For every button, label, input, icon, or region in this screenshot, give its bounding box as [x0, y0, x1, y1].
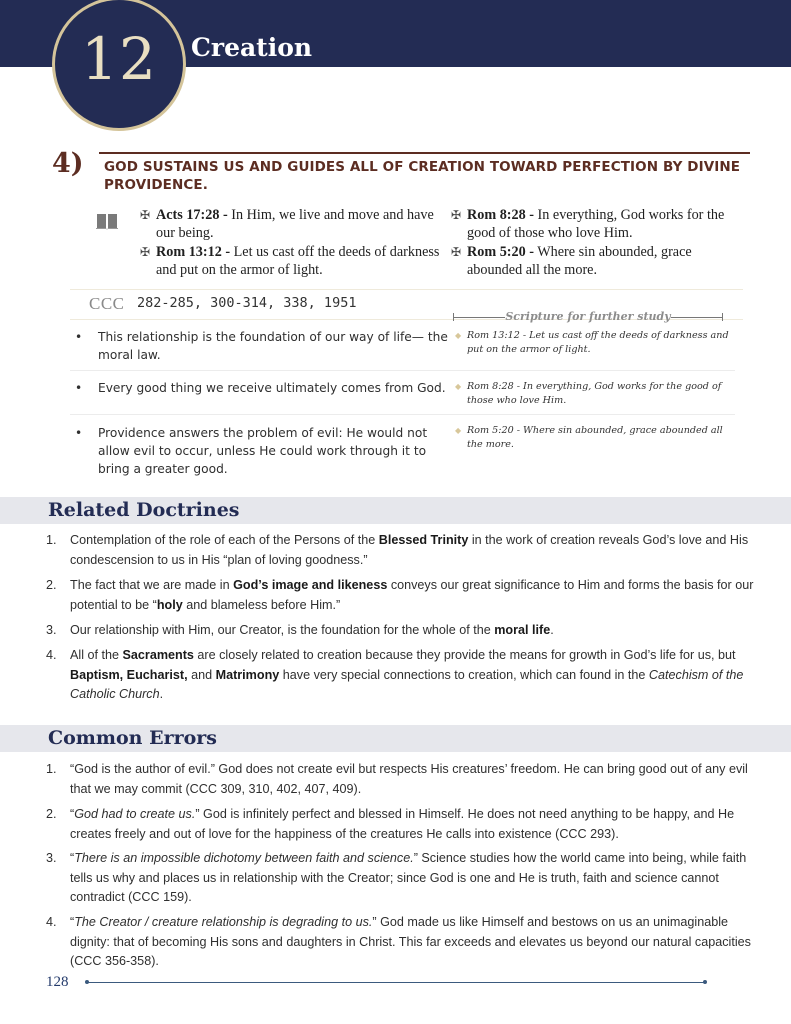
related-doctrines-band	[0, 497, 791, 524]
text-run: “	[70, 915, 75, 929]
scripture-further-study-header: Scripture for further study	[453, 309, 723, 325]
item-text	[70, 760, 760, 799]
verse-text: In everything, God works for the good of those who love Him.	[467, 207, 725, 241]
italic-text: There is an impossible dichotomy between faith and science.	[74, 851, 414, 865]
verse-ref: Rom 5:20 -	[467, 244, 534, 260]
open-book-icon	[96, 212, 118, 230]
italic-text: Catechism of the Catholic Church	[70, 667, 744, 702]
item-text	[70, 621, 760, 641]
text-run: ” Science studies how the world came into being, while faith tells us why and places us in relationship with the Creator; since God is one and He is truth, faith and science cannot contradict (CCC 159).	[70, 851, 747, 905]
item-number: 4.	[46, 915, 57, 929]
verse-ref: Rom 8:28 -	[467, 207, 534, 223]
ccc-label: CCC	[89, 294, 125, 313]
verse-text: Where sin abounded, grace abounded all the more.	[467, 244, 692, 278]
item-number: 3.	[46, 623, 57, 637]
item-text	[70, 531, 760, 570]
section-number: 4)	[52, 148, 84, 179]
bullet-icon: •	[75, 381, 83, 395]
verse-ref: Acts 17:28 -	[156, 207, 228, 223]
item-number: 1.	[46, 762, 57, 776]
text-run: The fact that we are made in	[70, 578, 234, 592]
common-errors-title: Common Errors	[48, 727, 217, 749]
italic-text: God had to create us.	[74, 807, 196, 821]
cross-icon: ✠	[140, 208, 151, 222]
text-run: ” God made us like Himself and bestows on us an unimaginable dignity: that of becoming His sons and daughters in Christ. This far exceeds and elevates us beyond our natural capacities (CCC 356-358).	[70, 915, 751, 969]
text-run: in the work of creation reveals God’s love and His condescension to us in His “plan of loving goodness.”	[70, 533, 749, 567]
diamond-bullet-icon: ◆	[455, 426, 462, 435]
footer-rule-end	[703, 980, 707, 984]
item-text	[70, 805, 760, 844]
section-heading: GOD SUSTAINS US AND GUIDES ALL OF CREATION TOWARD PERFECTION BY DIVINE PROVIDENCE.	[104, 159, 741, 193]
chapter-number: 12	[81, 25, 157, 93]
item-text	[70, 646, 760, 705]
divider	[70, 414, 460, 415]
text-run: Our relationship with Him, our Creator, is the foundation for the whole of the	[70, 623, 495, 637]
diamond-bullet-icon: ◆	[455, 331, 462, 340]
cross-icon: ✠	[451, 245, 462, 259]
item-text	[70, 913, 760, 972]
italic-text: The Creator / creature relationship is degrading to us.	[74, 915, 373, 929]
chapter-title: Creation	[191, 33, 313, 62]
text-run: are closely related to creation because they provide the means for growth in God’s life for us, but	[193, 648, 736, 662]
related-doctrines-title: Related Doctrines	[48, 499, 240, 521]
bullet-icon: •	[75, 330, 83, 344]
text-run: “	[70, 807, 75, 821]
text-run: ” God is infinitely perfect and blessed in Himself. He does not need anything to be happy, and He creates freely and out of love for the happiness of the creatures He calls into existence (CCC 293).	[70, 807, 735, 841]
page-number: 128	[46, 974, 69, 990]
verse-text: Let us cast off the deeds of darkness and put on the armor of light.	[156, 244, 440, 278]
cross-icon: ✠	[451, 208, 462, 222]
emphasis-text: Matrimony	[215, 667, 280, 682]
diamond-bullet-icon: ◆	[455, 382, 462, 391]
emphasis-text: Sacraments	[122, 648, 194, 662]
verse-text: In Him, we live and move and have our being.	[156, 207, 434, 241]
item-number: 3.	[46, 851, 57, 865]
ccc-references: 282-285, 300-314, 338, 1951	[137, 295, 357, 311]
text-run: “	[70, 851, 75, 865]
divider	[455, 370, 735, 371]
divider	[70, 370, 460, 371]
verse-item	[140, 243, 446, 279]
item-number: 2.	[46, 578, 57, 592]
verse-item	[451, 243, 737, 279]
text-run: .	[159, 687, 164, 702]
emphasis-text: moral life	[494, 623, 551, 637]
item-number: 1.	[46, 533, 57, 547]
item-number: 2.	[46, 807, 57, 821]
bullet-icon: •	[75, 426, 83, 440]
section-rule	[99, 152, 750, 154]
text-run: have very special connections to creation, which can found in the	[279, 667, 649, 682]
text-run: conveys our great significance to Him and forms the basis for our potential to be “	[70, 578, 754, 612]
divider	[455, 414, 735, 415]
text-run: Contemplation of the role of each of the Persons of the	[70, 533, 379, 547]
emphasis-text: God’s image and likeness	[233, 578, 388, 592]
text-run: “God is the author of evil.” God does not create evil but respects His creatures’ freedom. He can bring good out of any evil that we may commit (CCC 309, 310, 402, 407, 409).	[70, 762, 748, 796]
text-run: .	[550, 623, 554, 637]
text-run: All of the	[70, 648, 123, 662]
emphasis-text: Blessed Trinity	[378, 533, 469, 547]
item-text	[70, 849, 760, 908]
item-text	[70, 576, 760, 615]
text-run: and	[187, 667, 216, 682]
common-errors-band	[0, 725, 791, 752]
item-number: 4.	[46, 648, 57, 662]
emphasis-text: holy	[156, 597, 183, 612]
footer-rule	[86, 982, 705, 983]
verse-ref: Rom 13:12 -	[156, 244, 231, 260]
emphasis-text: Baptism, Eucharist,	[70, 667, 188, 682]
verse-item	[140, 206, 446, 242]
verse-item	[451, 206, 737, 242]
text-run: and blameless before Him.”	[182, 597, 341, 612]
cross-icon: ✠	[140, 245, 151, 259]
